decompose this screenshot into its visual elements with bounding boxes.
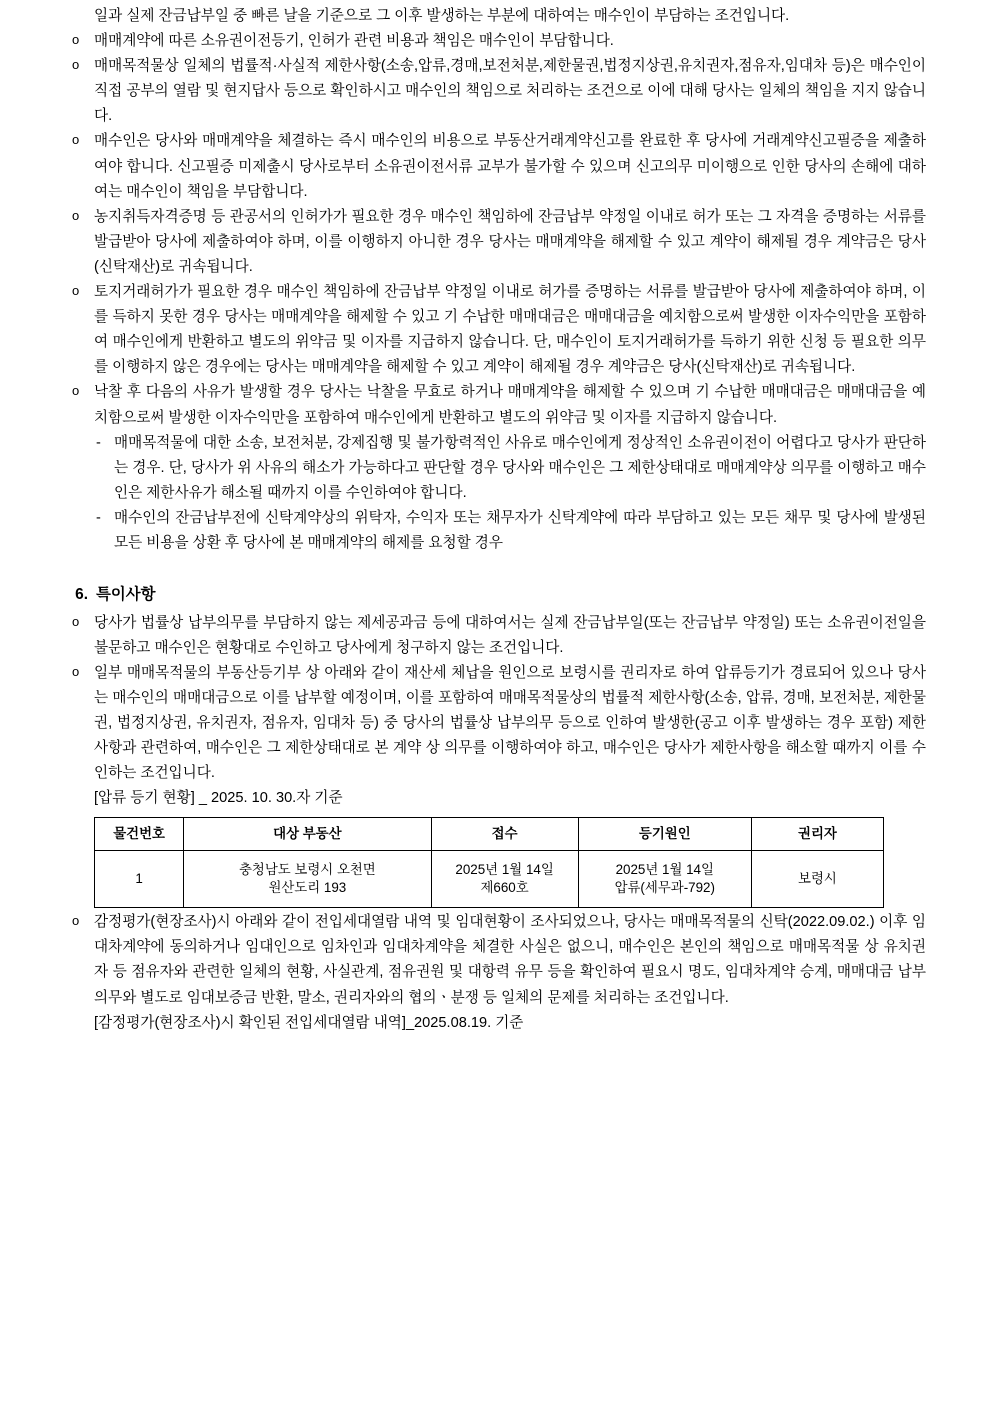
table-header-cell: 물건번호 bbox=[95, 818, 184, 851]
table-caption: [압류 등기 현황] _ 2025. 10. 30.자 기준 bbox=[94, 790, 343, 807]
list-item-text: 매수인은 당사와 매매계약을 체결하는 즉시 매수인의 비용으로 부동산거래계약신고를 완료한 후 당사에 거래계약신고필증을 제출하여야 합니다. 신고필증 미제출시 당사로부터 소유권이전서류 교부가 불가할 수 있으며 신고의무 미이행으로 인한 당사의 손해에 대하여는 매수인이 책임을 부담합니다. bbox=[94, 133, 926, 200]
table-header-cell: 권리자 bbox=[751, 818, 883, 851]
bullet-circle-icon: o bbox=[72, 132, 80, 148]
auction-sub-list bbox=[94, 431, 926, 556]
list-item bbox=[94, 431, 926, 506]
appraisal-caption: [감정평가(현장조사)시 확인된 전입세대열람 내역]_2025.08.19. 기준 bbox=[94, 1014, 524, 1031]
list-item-auction-void bbox=[66, 380, 926, 556]
list-item bbox=[66, 205, 926, 280]
list-item-text: 낙찰 후 다음의 사유가 발생할 경우 당사는 낙찰을 무효로 하거나 매매계약을 해제할 수 있으며 기 수납한 매매대금은 매매대금을 예치함으로써 발생한 이자수익만을 포함하여 매수인에게 반환하고 별도의 위약금 및 이자를 지급하지 않습니다. bbox=[94, 384, 926, 426]
table-header-cell: 접수 bbox=[431, 818, 578, 851]
list-item-text: 매매계약에 따른 소유권이전등기, 인허가 관련 비용과 책임은 매수인이 부담합니다. bbox=[94, 33, 614, 50]
cell-receipt bbox=[431, 851, 578, 908]
table-header-cell: 대상 부동산 bbox=[184, 818, 431, 851]
bullet-circle-icon: o bbox=[72, 613, 80, 629]
cell-receipt-line1: 2025년 1월 14일 bbox=[455, 862, 554, 878]
cell-cause-line1: 2025년 1월 14일 bbox=[615, 862, 714, 878]
list-item-text: 일부 매매목적물의 부동산등기부 상 아래와 같이 재산세 체납을 원인으로 보령시를 권리자로 하여 압류등기가 경료되어 있으나 당사는 매수인의 매매대금으로 이를 납부할 예정이며, 이를 포함하여 매매목적물상의 법률적 제한사항(소송, 압류, 경매, 보전처분, 제한물권, 법정지상권, 유치권자, 점유자, 임대차 등) 중 당사의 법률상 납부의무 등으로 인하여 발생한(공고 이후 발생하는 경우 포함) 제한사항과 관련하여, 매수인은 그 제한상태대로 본 계약 상 의무를 이행하여야 하고, 매수인은 당사가 제한사항을 해소할 때까지 이를 수인하는 조건입니다. bbox=[94, 664, 926, 782]
bullet-circle-icon: o bbox=[72, 663, 80, 679]
list-item bbox=[66, 129, 926, 204]
list-item-appraisal bbox=[66, 910, 926, 1035]
section-title: 특이사항 bbox=[96, 586, 156, 604]
bullet-circle-icon: o bbox=[72, 383, 80, 399]
cell-property-line2: 원산도리 193 bbox=[268, 880, 347, 896]
table-row bbox=[95, 851, 884, 908]
list-item-text: 당사가 법률상 납부의무를 부담하지 않는 제세공과금 등에 대하여서는 실제 잔금납부일(또는 잔금납부 약정일) 또는 소유권이전일을 불문하고 매수인은 현황대로 수인하고 당사에게 청구하지 않는 조건입니다. bbox=[94, 614, 926, 656]
list-item bbox=[66, 280, 926, 380]
cell-receipt-line2: 제660호 bbox=[480, 880, 529, 896]
cell-cause bbox=[578, 851, 751, 908]
list-item-text: 매매목적물에 대한 소송, 보전처분, 강제집행 및 불가항력적인 사유로 매수인에게 정상적인 소유권이전이 어렵다고 당사가 판단하는 경우. 단, 당사가 위 사유의 해소가 가능하다고 판단할 경우 당사와 매수인은 그 제한상태대로 매매계약상 의무를 이행하고 매수인은 제한사유가 해소될 때까지 이를 수인하여야 합니다. bbox=[114, 434, 926, 501]
top-bullet-list bbox=[66, 29, 926, 556]
list-item bbox=[66, 611, 926, 661]
bullet-circle-icon: o bbox=[72, 913, 80, 929]
appraisal-bullet-list bbox=[66, 910, 926, 1035]
list-item bbox=[66, 29, 926, 54]
bullet-dash-icon: - bbox=[96, 434, 101, 451]
list-item bbox=[94, 506, 926, 556]
list-item-text: 매매목적물상 일체의 법률적·사실적 제한사항(소송,압류,경매,보전처분,제한물권,법정지상권,유치권자,점유자,임대차 등)은 매수인이 직접 공부의 열람 및 현지답사 등으로 확인하시고 매수인의 책임으로 처리하는 조건으로 이에 대해 당사는 일체의 책임을 지지 않습니다. bbox=[94, 58, 926, 125]
cell-item-number: 1 bbox=[95, 851, 184, 908]
bullet-circle-icon: o bbox=[72, 283, 80, 299]
section-number: 6. bbox=[75, 586, 88, 604]
list-item-text: 토지거래허가가 필요한 경우 매수인 책임하에 잔금납부 약정일 이내로 허가를 증명하는 서류를 발급받아 당사에 제출하여야 하며, 이를 득하지 못한 경우 당사는 매매계약을 해제할 수 있고 기 수납한 매매대금은 매매대금을 예치함으로써 발생한 이자수익만을 포함하여 매수인에게 반환하고 별도의 위약금 및 이자를 지급하지 않습니다. 단, 매수인이 토지거래허가를 득하기 위한 신청 등 필요한 의무를 이행하지 않은 경우에는 당사는 매매계약을 해제할 수 있고 계약이 해제될 경우 계약금은 당사(신탁재산)로 귀속됩니다. bbox=[94, 284, 926, 376]
table-header-cell: 등기원인 bbox=[578, 818, 751, 851]
cell-cause-line2: 압류(세무과-792) bbox=[614, 880, 715, 896]
list-item-text: 농지취득자격증명 등 관공서의 인허가가 필요한 경우 매수인 책임하에 잔금납부 약정일 이내로 허가 또는 그 자격을 증명하는 서류를 발급받아 당사에 제출하여야 하며, 이를 이행하지 아니한 경우 당사는 매매계약을 해제할 수 있고 계약이 해제될 경우 계약금은 당사(신탁재산)로 귀속됩니다. bbox=[94, 208, 926, 275]
seizure-registration-table bbox=[94, 817, 884, 908]
bullet-circle-icon: o bbox=[72, 57, 80, 73]
seizure-table-wrapper bbox=[66, 817, 926, 908]
list-item-text: 매수인의 잔금납부전에 신탁계약상의 위탁자, 수익자 또는 채무자가 신탁계약에 따라 부담하고 있는 모든 채무 및 당사에 발생된 모든 비용을 상환 후 당사에 본 매매계약의 해제를 요청할 경우 bbox=[114, 509, 926, 551]
bullet-dash-icon: - bbox=[96, 509, 101, 526]
cell-property-line1: 충청남도 보령시 오천면 bbox=[238, 862, 376, 878]
bullet-circle-icon: o bbox=[72, 207, 80, 223]
section-heading bbox=[66, 582, 926, 608]
bullet-circle-icon: o bbox=[72, 32, 80, 48]
table-header-row bbox=[95, 818, 884, 851]
cell-property bbox=[184, 851, 431, 908]
continuation-paragraph: 일과 실제 잔금납부일 중 빠른 날을 기준으로 그 이후 발생하는 부분에 대하여는 매수인이 부담하는 조건입니다. bbox=[94, 8, 790, 24]
list-item-seizure bbox=[66, 661, 926, 812]
section6-bullet-list bbox=[66, 611, 926, 812]
list-item bbox=[66, 54, 926, 129]
list-item-text: 감정평가(현장조사)시 아래와 같이 전입세대열람 내역 및 임대현황이 조사되었으나, 당사는 매매목적물의 신탁(2022.09.02.) 이후 임대차계약에 동의하거나 임대인으로 임차인과 임대차계약을 체결한 사실은 없으니, 매수인은 본인의 책임으로 매매목적물 상 유치권자 등 점유자와 관련한 일체의 현황, 사실관계, 점유권원 및 대항력 유무 등을 확인하여 필요시 명도, 임대차계약 승계, 매매대금 납부의무와 별도로 임대보증금 반환, 말소, 권리자와의 협의ㆍ분쟁 등 일체의 문제를 처리하는 조건입니다. bbox=[94, 914, 926, 1006]
cell-holder: 보령시 bbox=[751, 851, 883, 908]
